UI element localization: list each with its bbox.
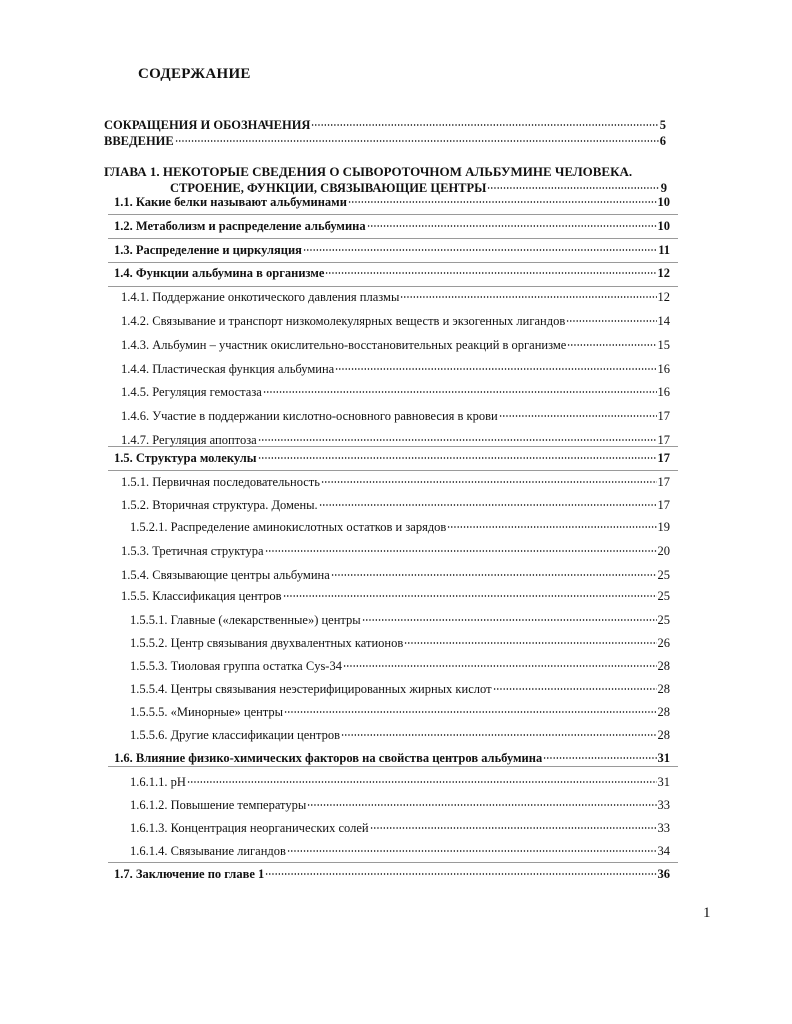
- toc-entry-title: 1.5. Структура молекулы: [114, 451, 257, 465]
- dot-leader: [400, 296, 656, 298]
- dot-leader: [341, 734, 657, 736]
- dot-leader: [370, 827, 657, 829]
- dot-leader: [487, 187, 659, 189]
- toc-entry[interactable]: [114, 265, 670, 281]
- dot-leader: [325, 272, 656, 274]
- chapter-title-line1: ГЛАВА 1. НЕКОТОРЫЕ СВЕДЕНИЯ О СЫВОРОТОЧНОМ АЛЬБУМИНЕ ЧЕЛОВЕКА.: [104, 164, 633, 179]
- dot-leader: [343, 665, 657, 667]
- toc-entry-title: 1.5.1. Первичная последовательность: [121, 475, 320, 489]
- toc-entry-title: 1.4.3. Альбумин – участник окислительно-восстановительных реакций в организме: [121, 338, 567, 352]
- toc-entry[interactable]: [121, 432, 670, 448]
- page-number: 1: [703, 905, 711, 921]
- dot-leader: [287, 850, 657, 852]
- toc-entry[interactable]: [130, 658, 670, 674]
- toc-entry-page: 31: [657, 751, 670, 765]
- toc-entry[interactable]: [104, 133, 666, 149]
- toc-entry[interactable]: [130, 519, 670, 535]
- dot-leader: [404, 642, 656, 644]
- toc-entry[interactable]: [121, 289, 670, 305]
- dot-leader: [447, 526, 656, 528]
- dot-leader: [335, 368, 656, 370]
- dot-leader: [499, 415, 657, 417]
- toc-entry[interactable]: [114, 750, 670, 766]
- toc-entry-title: 1.7. Заключение по главе 1: [114, 867, 265, 881]
- toc-entry-page: 25: [657, 613, 670, 627]
- row-divider: [108, 470, 678, 471]
- toc-entry-title: 1.5.4. Связывающие центры альбумина: [121, 568, 330, 582]
- toc-entry-title: СТРОЕНИЕ, ФУНКЦИИ, СВЯЗЫВАЮЩИЕ ЦЕНТРЫ: [170, 181, 487, 195]
- row-divider: [108, 238, 678, 239]
- toc-entry-page: 10: [657, 195, 670, 209]
- toc-entry-page: 17: [657, 409, 670, 423]
- toc-entry-title: 1.5.5.5. «Минорные» центры: [130, 705, 284, 719]
- toc-entry-title: 1.2. Метаболизм и распределение альбумина: [114, 219, 366, 233]
- toc-heading: СОДЕРЖАНИЕ: [138, 66, 251, 82]
- toc-entry-page: 14: [657, 314, 670, 328]
- dot-leader: [493, 688, 657, 690]
- toc-entry-page: 12: [657, 266, 670, 280]
- dot-leader: [187, 781, 657, 783]
- toc-entry-title: 1.4.6. Участие в поддержании кислотно-основного равновесия в крови: [121, 409, 498, 423]
- toc-entry-page: 33: [657, 798, 670, 812]
- dot-leader: [258, 457, 657, 459]
- toc-entry[interactable]: [130, 635, 670, 651]
- toc-entry-title: 1.6.1.2. Повышение температуры: [130, 798, 307, 812]
- toc-entry-title: 1.5.2. Вторичная структура. Домены.: [121, 498, 318, 512]
- toc-entry-title: 1.4.4. Пластическая функция альбумина: [121, 362, 335, 376]
- toc-entry[interactable]: [130, 774, 670, 790]
- toc-entry[interactable]: [121, 567, 670, 583]
- toc-entry-title: 1.3. Распределение и циркуляция: [114, 243, 302, 257]
- toc-entry[interactable]: [114, 450, 670, 466]
- toc-entry[interactable]: [130, 681, 670, 697]
- dot-leader: [566, 320, 656, 322]
- toc-entry[interactable]: [121, 497, 670, 513]
- dot-leader: [348, 201, 657, 203]
- row-divider: [108, 214, 678, 215]
- toc-entry-page: 5: [659, 118, 666, 132]
- toc-entry-title: 1.1. Какие белки называют альбуминами: [114, 195, 347, 209]
- toc-entry-page: 11: [658, 243, 670, 257]
- toc-entry-page: 36: [657, 867, 670, 881]
- toc-entry-page: 25: [657, 568, 670, 582]
- toc-entry[interactable]: [114, 866, 670, 882]
- toc-entry-page: 28: [657, 659, 670, 673]
- toc-entry-page: 34: [657, 844, 670, 858]
- toc-entry[interactable]: [104, 117, 666, 133]
- toc-entry[interactable]: [121, 337, 670, 353]
- toc-entry-page: 28: [657, 728, 670, 742]
- toc-entry-title: 1.6. Влияние физико-химических факторов на свойства центров альбумина: [114, 751, 543, 765]
- toc-entry-title: СОКРАЩЕНИЯ И ОБОЗНАЧЕНИЯ: [104, 118, 311, 132]
- toc-entry-page: 19: [657, 520, 670, 534]
- row-divider: [108, 262, 678, 263]
- toc-entry[interactable]: [130, 820, 670, 836]
- toc-entry-title: 1.4. Функции альбумина в организме: [114, 266, 325, 280]
- toc-entry-page: 9: [660, 181, 667, 195]
- toc-entry-title: 1.5.5. Классификация центров: [121, 589, 282, 603]
- toc-entry[interactable]: [130, 704, 670, 720]
- toc-entry-page: 17: [657, 498, 670, 512]
- toc-entry[interactable]: [114, 194, 670, 210]
- toc-entry[interactable]: [121, 408, 670, 424]
- toc-entry-title: 1.5.5.3. Тиоловая группа остатка Cys-34: [130, 659, 342, 673]
- toc-entry-title: 1.6.1.1. pH: [130, 775, 186, 789]
- toc-entry[interactable]: [121, 588, 670, 604]
- toc-entry-title: 1.5.2.1. Распределение аминокислотных остатков и зарядов: [130, 520, 447, 534]
- toc-entry[interactable]: [121, 313, 670, 329]
- toc-entry[interactable]: [121, 543, 670, 559]
- toc-entry-page: 16: [657, 362, 670, 376]
- dot-leader: [284, 711, 656, 713]
- toc-entry-title: 1.5.5.6. Другие классификации центров: [130, 728, 340, 742]
- row-divider: [108, 862, 678, 863]
- toc-entry-page: 17: [657, 475, 670, 489]
- toc-entry-page: 15: [657, 338, 670, 352]
- toc-entry[interactable]: [130, 797, 670, 813]
- toc-entry[interactable]: [121, 361, 670, 377]
- dot-leader: [543, 757, 656, 759]
- toc-entry-title: 1.4.1. Поддержание онкотического давления плазмы: [121, 290, 400, 304]
- dot-leader: [265, 550, 657, 552]
- toc-entry-title: 1.5.5.1. Главные («лекарственные») центры: [130, 613, 361, 627]
- dot-leader: [311, 124, 658, 126]
- toc-entry-page: 6: [659, 134, 666, 148]
- toc-entry-page: 33: [657, 821, 670, 835]
- dot-leader: [175, 140, 659, 142]
- dot-leader: [265, 873, 656, 875]
- toc-entry-page: 20: [657, 544, 670, 558]
- toc-entry-page: 25: [657, 589, 670, 603]
- dot-leader: [367, 225, 657, 227]
- toc-entry-title: 1.6.1.3. Концентрация неорганических солей: [130, 821, 369, 835]
- toc-entry-page: 26: [657, 636, 670, 650]
- toc-entry[interactable]: [130, 727, 670, 743]
- toc-entry-page: 17: [657, 451, 670, 465]
- dot-leader: [362, 619, 657, 621]
- dot-leader: [307, 804, 656, 806]
- toc-entry-page: 28: [657, 705, 670, 719]
- row-divider: [108, 286, 678, 287]
- dot-leader: [303, 249, 657, 251]
- toc-entry-title: ВВЕДЕНИЕ: [104, 134, 174, 148]
- dot-leader: [321, 481, 657, 483]
- row-divider: [108, 766, 678, 767]
- toc-entry[interactable]: [114, 242, 670, 258]
- toc-entry[interactable]: [130, 843, 670, 859]
- toc-entry[interactable]: [130, 612, 670, 628]
- toc-entry-page: 10: [657, 219, 670, 233]
- toc-entry-title: 1.4.5. Регуляция гемостаза: [121, 385, 262, 399]
- toc-entry-page: 31: [657, 775, 670, 789]
- dot-leader: [263, 391, 657, 393]
- toc-entry-title: 1.5.3. Третичная структура: [121, 544, 264, 558]
- toc-entry[interactable]: [121, 384, 670, 400]
- toc-entry[interactable]: [114, 218, 670, 234]
- dot-leader: [258, 439, 657, 441]
- toc-entry-title: 1.4.7. Регуляция апоптоза: [121, 433, 257, 447]
- toc-entry-page: 28: [657, 682, 670, 696]
- dot-leader: [331, 574, 657, 576]
- toc-entry-title: 1.5.5.4. Центры связывания неэстерифицированных жирных кислот: [130, 682, 492, 696]
- toc-entry-title: 1.5.5.2. Центр связывания двухвалентных катионов: [130, 636, 404, 650]
- toc-entry-page: 17: [657, 433, 670, 447]
- dot-leader: [283, 595, 657, 597]
- toc-entry-title: 1.4.2. Связывание и транспорт низкомолекулярных веществ и экзогенных лигандов: [121, 314, 566, 328]
- toc-entry-page: 12: [657, 290, 670, 304]
- toc-entry[interactable]: [121, 474, 670, 490]
- toc-entry-title: 1.6.1.4. Связывание лигандов: [130, 844, 286, 858]
- dot-leader: [319, 504, 657, 506]
- toc-entry-page: 16: [657, 385, 670, 399]
- dot-leader: [567, 344, 656, 346]
